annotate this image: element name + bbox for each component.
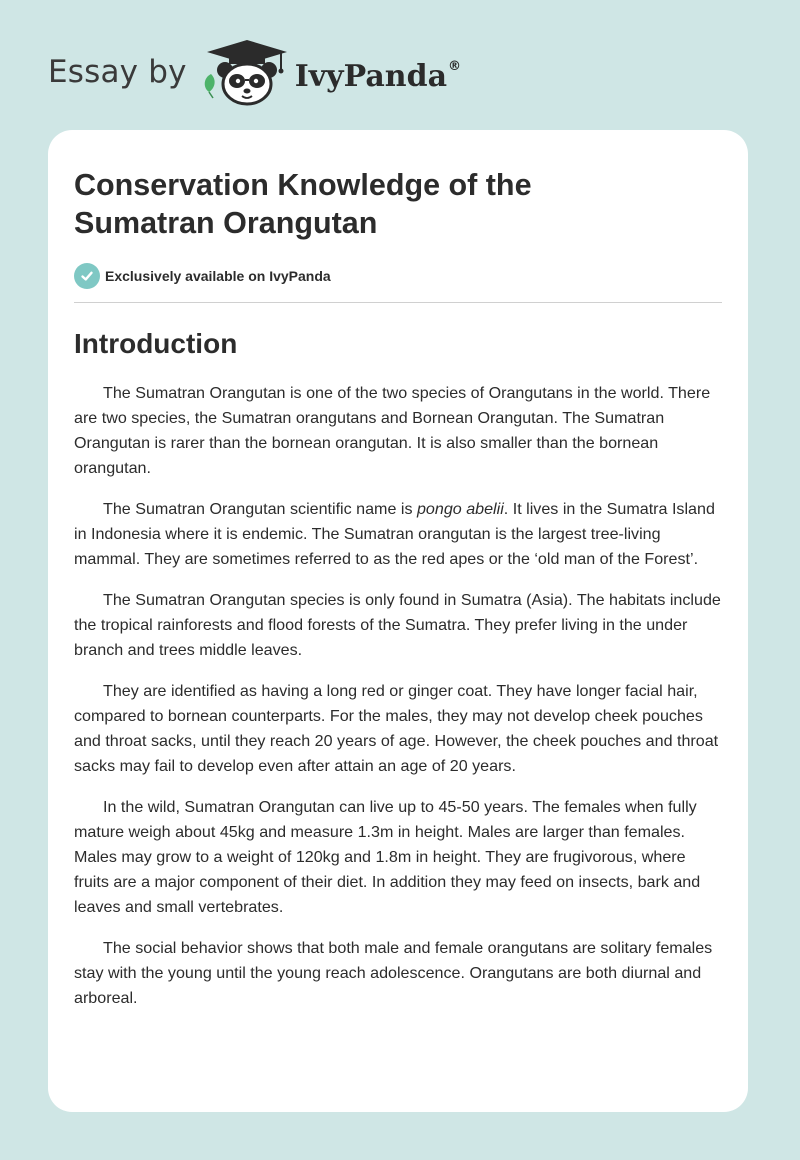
panda-logo-icon[interactable] [201, 36, 293, 108]
article-card [48, 130, 748, 1112]
essay-by-label: Essay by [48, 54, 187, 90]
brand-text: IvyPanda [294, 58, 448, 94]
scientific-name: pongo abelii [416, 500, 504, 518]
badge-label: Exclusively available on IvyPanda [105, 268, 331, 284]
article-body [74, 381, 724, 1011]
site-header [48, 36, 461, 108]
article-title: Conservation Knowledge of the Sumatran Orangutan [74, 168, 532, 240]
checkmark-icon [74, 263, 100, 289]
paragraph-1: The Sumatran Orangutan is one of the two species of Orangutans in the world. There are two species, the Sumatran orangutans and Bornean Orangutan. The Sumatran Orangutan is rarer than the bornean orangutan. It is also smaller than the bornean orangutan. [74, 384, 711, 477]
divider [74, 302, 722, 303]
registered-mark: ® [448, 58, 462, 74]
paragraph-2-start: The Sumatran Orangutan scientific name is [103, 500, 417, 518]
paragraph-2-end: . It lives in the Sumatra Island in Indonesia where it is endemic. The Sumatran orangutan is the largest tree-living mammal. They are sometimes referred to as the red apes or the ‘old man of the Forest’. [74, 500, 715, 568]
exclusive-badge [74, 262, 722, 290]
paragraph-2 [74, 497, 724, 572]
brand-name[interactable] [295, 59, 461, 94]
section-heading: Introduction [74, 328, 238, 359]
paragraph-4: They are identified as having a long red or ginger coat. They have longer facial hair, compared to bornean counterparts. For the males, they may not develop cheek pouches and throat sacks, until they reach 20 years of age. However, the cheek pouches and throat sacks may fail to develop even after attain an age of 20 years. [74, 682, 719, 775]
paragraph-3: The Sumatran Orangutan species is only found in Sumatra (Asia). The habitats include the tropical rainforests and flood forests of the Sumatra. They prefer living in the under branch and trees middle leaves. [74, 591, 721, 659]
paragraph-5: In the wild, Sumatran Orangutan can live up to 45-50 years. The females when fully mature weigh about 45kg and measure 1.3m in height. Males are larger than females. Males may grow to a weight of 120kg and 1.8m in height. They are frugivorous, where fruits are a major component of their diet. In addition they may feed on insects, bark and leaves and small vertebrates. [74, 798, 701, 916]
paragraph-6: The social behavior shows that both male and female orangutans are solitary females stay with the young until the young reach adolescence. Orangutans are both diurnal and arboreal. [74, 939, 713, 1007]
